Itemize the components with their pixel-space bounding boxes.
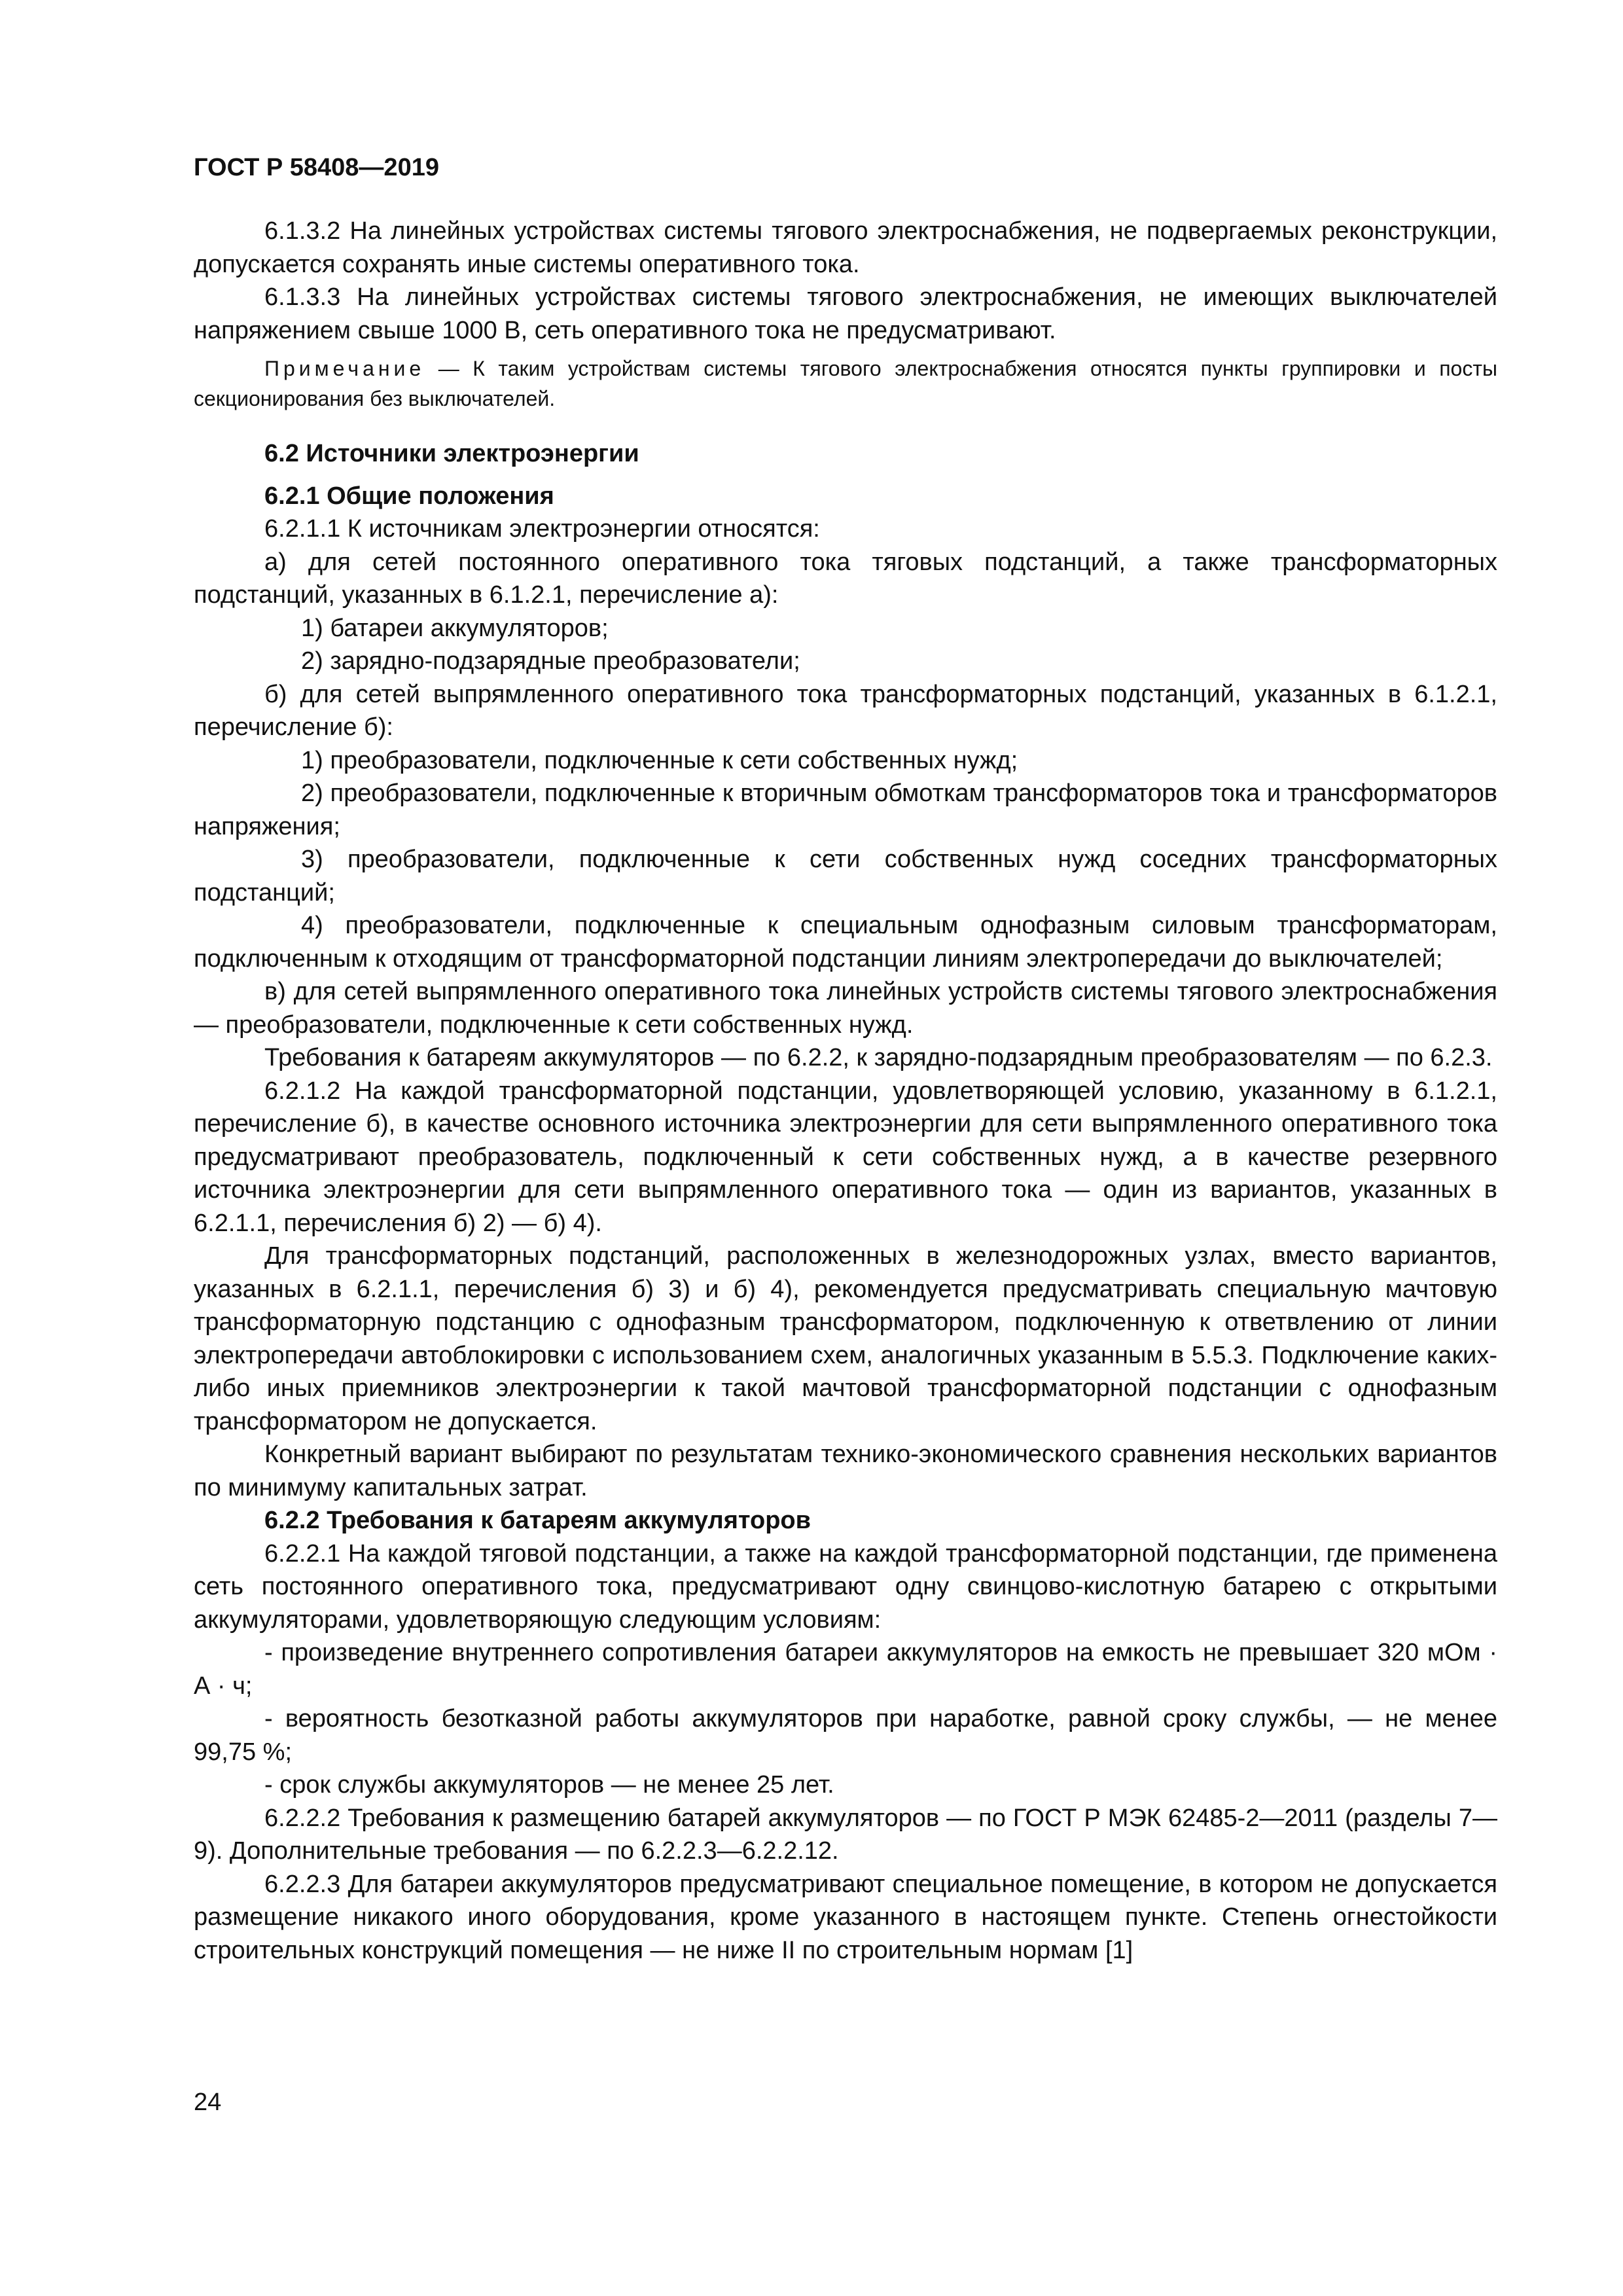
paragraph-6-2-2-1: 6.2.2.1 На каждой тяговой подстанции, а также на каждой трансформаторной подстанции, где применена сеть постоянного оперативного тока, предусматривают одну свинцово-кислотную батарею с открытыми аккумуляторами, удовлетворяющую следующим условиям:: [194, 1539, 1497, 1634]
section-6-2-1-heading: 6.2.1 Общие положения: [264, 482, 554, 510]
list-item-b-2: 2) преобразователи, подключенные к вторичным обмоткам трансформаторов тока и трансформаторов напряжения;: [194, 780, 1497, 840]
paragraph-6-2-2-2: 6.2.2.2 Требования к размещению батарей аккумуляторов — по ГОСТ Р МЭК 62485-2—2011 (разделы 7—9). Дополнительные требования — по 6.2.2.3—6.2.2.12.: [194, 1804, 1497, 1865]
paragraph-6-1-3-3: 6.1.3.3 На линейных устройствах системы тягового электроснабжения, не имеющих выключателей напряжением свыше 1000 В, сеть оперативного тока не предусматривают.: [194, 283, 1497, 344]
page-number: 24: [194, 2089, 222, 2116]
requirements-reference: Требования к батареям аккумуляторов — по 6.2.2, к зарядно-подзарядным преобразователям — по 6.2.3.: [264, 1044, 1493, 1071]
note-block: [194, 353, 1497, 414]
list-item-b: б) для сетей выпрямленного оперативного тока трансформаторных подстанций, указанных в 6.1.2.1, перечисление б):: [194, 680, 1497, 741]
document-code-header: ГОСТ Р 58408—2019: [194, 154, 439, 181]
list-item-b-1: 1) преобразователи, подключенные к сети собственных нужд;: [301, 746, 1018, 774]
note-text: — К таким устройствам системы тягового электроснабжения относятся пункты группировки и посты секционирования без выключателей.: [194, 357, 1497, 410]
note-label: Примечание: [264, 357, 425, 380]
section-6-2-2-heading: 6.2.2 Требования к батареям аккумуляторов: [264, 1507, 811, 1534]
list-item-b-4: 4) преобразователи, подключенные к специальным однофазным силовым трансформаторам, подключенным к отходящим от трансформаторной подстанции линиям электропередачи до выключателей;: [194, 912, 1497, 973]
section-6-2-heading: 6.2 Источники электроэнергии: [264, 440, 639, 467]
condition-3: - срок службы аккумуляторов — не менее 25 лет.: [264, 1771, 834, 1799]
list-item-a: а) для сетей постоянного оперативного тока тяговых подстанций, а также трансформаторных подстанций, указанных в 6.1.2.1, перечисление а):: [194, 548, 1497, 609]
list-item-b-3: 3) преобразователи, подключенные к сети собственных нужд соседних трансформаторных подстанций;: [194, 846, 1497, 906]
condition-1: - произведение внутреннего сопротивления батареи аккумуляторов на емкость не превышает 320 мОм · А · ч;: [194, 1639, 1497, 1700]
paragraph-6-2-1-2: 6.2.1.2 На каждой трансформаторной подстанции, удовлетворяющей условию, указанному в 6.1.2.1, перечисление б), в качестве основного источника электроэнергии для сети выпрямленного оперативного тока предусматривают преобразователь, подключенный к сети собственных нужд, а в качестве резервного источника электроэнергии для сети выпрямленного оперативного тока — один из вариантов, указанных в 6.2.1.1, перечисления б) 2) — б) 4).: [194, 1077, 1497, 1237]
list-item-a-2: 2) зарядно-подзарядные преобразователи;: [301, 647, 800, 675]
document-page: [194, 152, 1497, 2220]
paragraph-6-2-1-1: 6.2.1.1 К источникам электроэнергии относятся:: [264, 515, 820, 543]
paragraph-variant-choice: Конкретный вариант выбирают по результатам технико-экономического сравнения нескольких вариантов по минимуму капитальных затрат.: [194, 1441, 1497, 1501]
paragraph-6-1-3-2: 6.1.3.2 На линейных устройствах системы тягового электроснабжения, не подвергаемых реконструкции, допускается сохранять иные системы оперативного тока.: [194, 217, 1497, 278]
paragraph-railway-nodes: Для трансформаторных подстанций, расположенных в железнодорожных узлах, вместо вариантов, указанных в 6.2.1.1, перечисления б) 3) и б) 4), рекомендуется предусматривать специальную мачтовую трансформаторную подстанцию с однофазным трансформатором, подключенную к ответвлению от линии электропередачи автоблокировки с использованием схем, аналогичных указанным в 5.5.3. Подключение каких-либо иных приемников электроэнергии к такой мачтовой трансформаторной подстанции с однофазным трансформатором не допускается.: [194, 1242, 1497, 1435]
condition-2: - вероятность безотказной работы аккумуляторов при наработке, равной сроку службы, — не менее 99,75 %;: [194, 1705, 1497, 1766]
list-item-a-1: 1) батареи аккумуляторов;: [301, 614, 609, 642]
list-item-v: в) для сетей выпрямленного оперативного тока линейных устройств системы тягового электроснабжения — преобразователи, подключенные к сети собственных нужд.: [194, 978, 1497, 1039]
paragraph-6-2-2-3: 6.2.2.3 Для батареи аккумуляторов предусматривают специальное помещение, в котором не допускается размещение никакого иного оборудования, кроме указанного в настоящем пункте. Степень огнестойкости строительных конструкций помещения — не ниже II по строительным нормам [1]: [194, 1870, 1497, 1964]
